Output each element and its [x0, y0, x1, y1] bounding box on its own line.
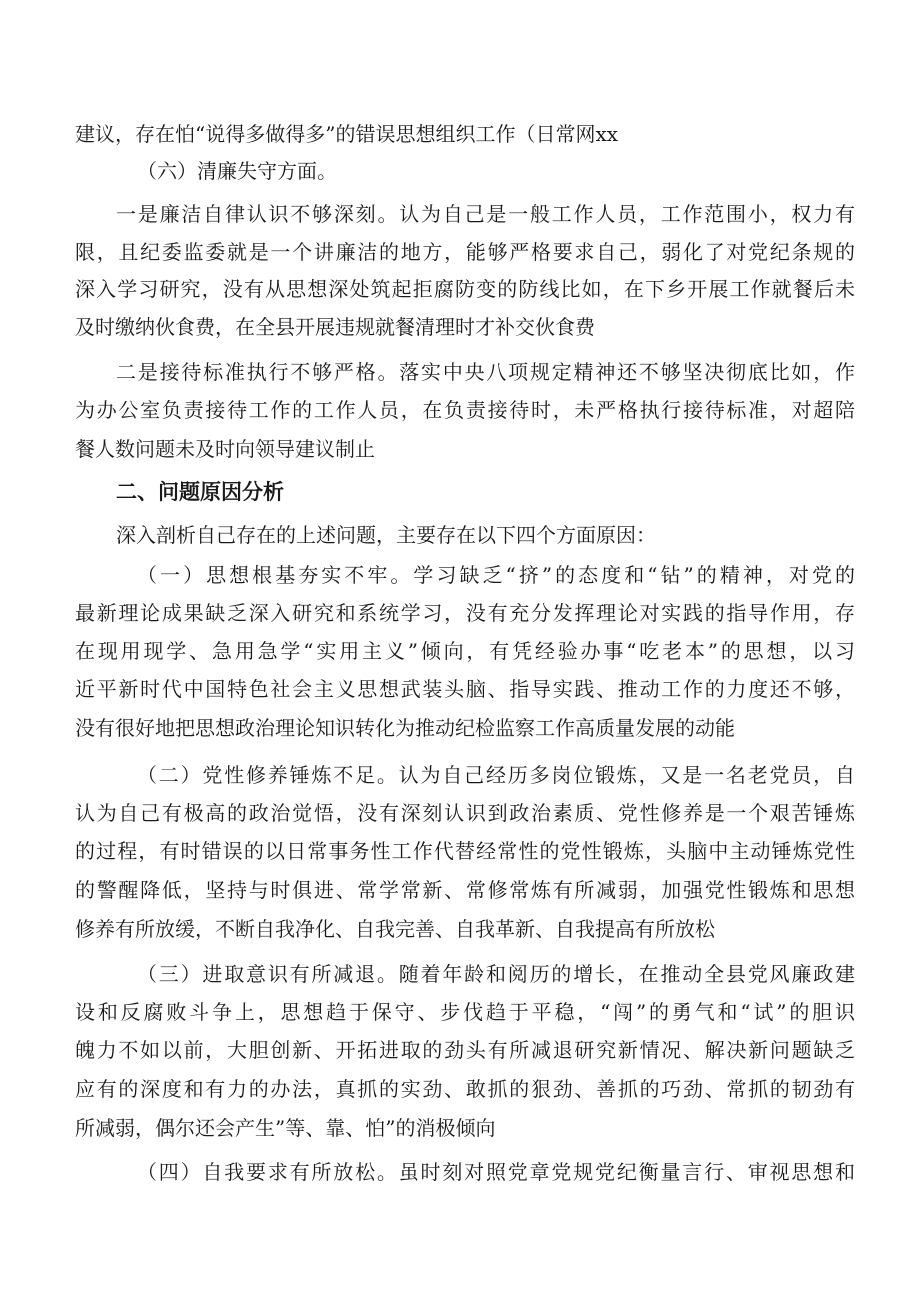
- paragraph-line: 限，且纪委监委就是一个讲廉洁的地方，能够严格要求自己，弱化了对党纪条规的: [75, 240, 855, 264]
- paragraph-line: 认为自己有极高的政治觉悟，没有深刻认识到政治素质、党性修养是一个艰苦锤炼: [75, 801, 855, 825]
- paragraph-line: 最新理论成果缺乏深入研究和系统学习，没有充分发挥理论对实践的指导作用，存: [75, 601, 855, 625]
- paragraph-line: （四）自我要求有所放松。虽时刻对照党章党规党纪衡量言行、审视思想和: [137, 1160, 855, 1184]
- paragraph-line: 的警醒降低，坚持与时俱进、常学常新、常修常炼有所减弱，加强党性锻炼和思想: [75, 878, 855, 902]
- paragraph-line: 应有的深度和有力的办法，真抓的实劲、敢抓的狠劲、善抓的巧劲、常抓的韧劲有: [75, 1077, 855, 1101]
- paragraph-line: 一是廉洁自律认识不够深刻。认为自己是一般工作人员，工作范围小，权力有: [116, 202, 855, 226]
- section-subheading: （六）清廉失守方面。: [137, 159, 337, 183]
- paragraph-line: 近平新时代中国特色社会主义思想武装头脑、指导实践、推动工作的力度还不够，: [75, 677, 855, 701]
- paragraph-line: 修养有所放缓，不断自我净化、自我完善、自我革新、自我提高有所放松: [75, 917, 715, 941]
- paragraph-line: 的过程，有时错误的以日常事务性工作代替经常性的党性锻炼，头脑中主动锤炼党性: [75, 839, 855, 863]
- section-heading: 二、问题原因分析: [116, 480, 284, 504]
- paragraph-line: 所减弱，偶尔还会产生”等、靠、怕”的消极倾向: [75, 1116, 496, 1140]
- paragraph-line: 魄力不如以前，大胆创新、开拓进取的劲头有所减退研究新情况、解决新问题缺乏: [75, 1038, 855, 1062]
- paragraph-line: 深入剖析自己存在的上述问题，主要存在以下四个方面原因：: [116, 523, 656, 547]
- paragraph-line: 二是接待标准执行不够严格。落实中央八项规定精神还不够坚决彻底比如，作: [116, 360, 855, 384]
- paragraph-line: （一）思想根基夯实不牢。学习缺乏“挤”的态度和“钻”的精神，对党的: [137, 563, 855, 587]
- paragraph-line: 在现用现学、急用急学“实用主义”倾向，有凭经验办事“吃老本”的思想，以习: [75, 639, 855, 663]
- paragraph-line: 建议，存在怕“说得多做得多”的错误思想组织工作（日常网xx: [75, 122, 619, 146]
- paragraph-line: （二）党性修养锤炼不足。认为自己经历多岗位锻炼，又是一名老党员，自: [137, 763, 855, 787]
- paragraph-line: 餐人数问题未及时向领导建议制止: [75, 437, 375, 461]
- paragraph-line: 深入学习研究，没有从思想深处筑起拒腐防变的防线比如，在下乡开展工作就餐后未: [75, 277, 855, 301]
- paragraph-line: 为办公室负责接待工作的工作人员，在负责接待时，未严格执行接待标准，对超陪: [75, 398, 855, 422]
- paragraph-line: 没有很好地把思想政治理论知识转化为推动纪检监察工作高质量发展的动能: [75, 716, 735, 740]
- paragraph-line: （三）进取意识有所减退。随着年龄和阅历的增长，在推动全县党风廉政建: [137, 962, 855, 986]
- paragraph-line: 及时缴纳伙食费，在全县开展违规就餐清理时才补交伙食费: [75, 315, 595, 339]
- paragraph-line: 设和反腐败斗争上，思想趋于保守、步伐趋于平稳，“闯”的勇气和“试”的胆识: [75, 1000, 855, 1024]
